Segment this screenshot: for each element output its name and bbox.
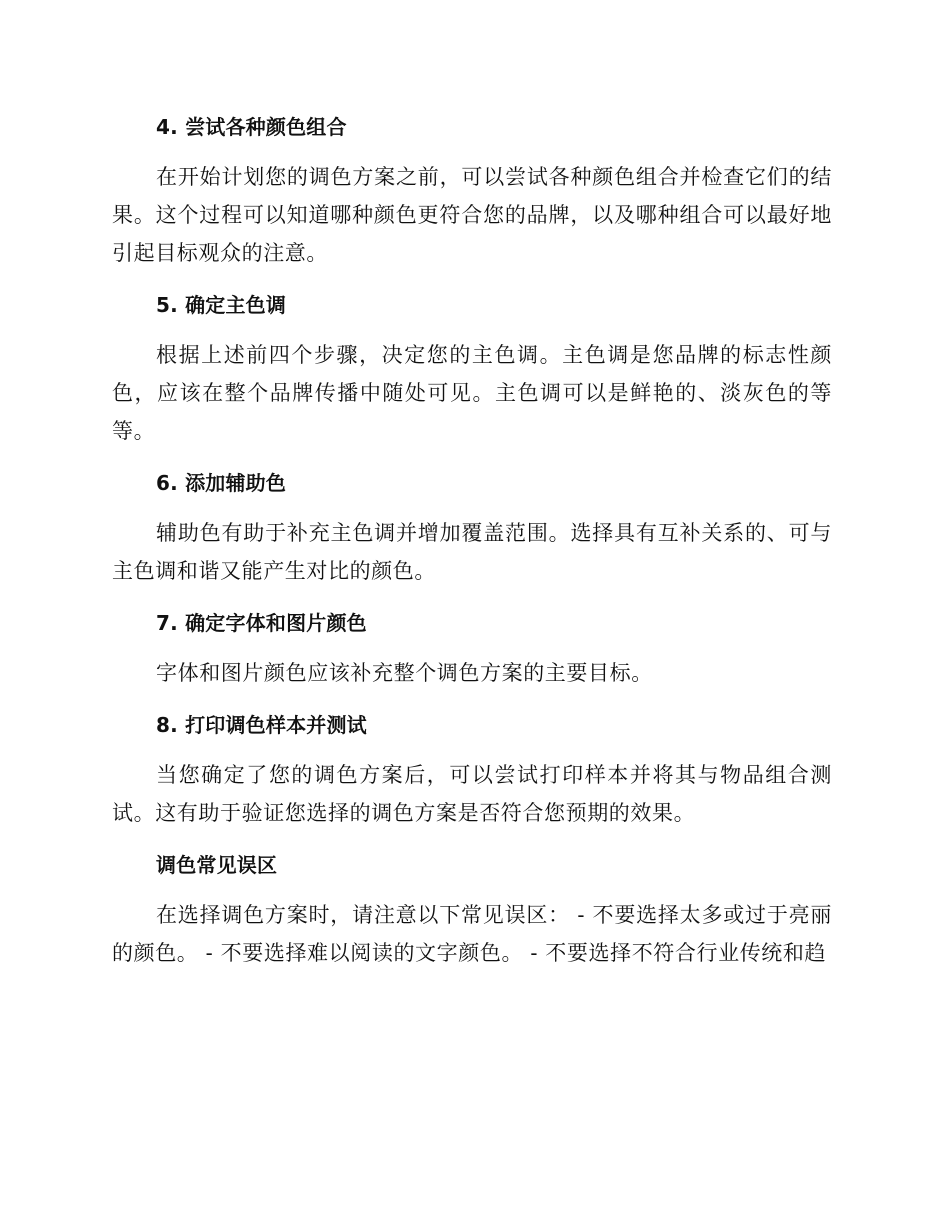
section-paragraph: 在开始计划您的调色方案之前，可以尝试各种颜色组合并检查它们的结果。这个过程可以知道哪种颜色更符合您的品牌，以及哪种组合可以最好地引起目标观众的注意。: [112, 165, 832, 265]
section-heading: 5. 确定主色调: [156, 293, 287, 317]
section-heading: 调色常见误区: [156, 853, 278, 877]
section-paragraph: 当您确定了您的调色方案后，可以尝试打印样本并将其与物品组合测试。这有助于验证您选择的调色方案是否符合您预期的效果。: [112, 763, 832, 825]
section-paragraph: 辅助色有助于补充主色调并增加覆盖范围。选择具有互补关系的、可与主色调和谐又能产生对比的颜色。: [112, 521, 832, 583]
section-paragraph: 根据上述前四个步骤，决定您的主色调。主色调是您品牌的标志性颜色，应该在整个品牌传播中随处可见。主色调可以是鲜艳的、淡灰色的等等。: [112, 343, 832, 443]
section-5: [112, 290, 832, 450]
section-heading: 8. 打印调色样本并测试: [156, 713, 367, 737]
section-8: [112, 710, 832, 832]
section-6: [112, 468, 832, 590]
section-paragraph: 在选择调色方案时，请注意以下常见误区： - 不要选择太多或过于亮丽的颜色。 - 不要选择难以阅读的文字颜色。 - 不要选择不符合行业传统和趋: [112, 903, 832, 965]
section-4: [112, 112, 832, 272]
section-common-mistakes: [112, 850, 832, 972]
document-page: [112, 112, 832, 990]
section-heading: 6. 添加辅助色: [156, 471, 287, 495]
section-paragraph: 字体和图片颜色应该补充整个调色方案的主要目标。: [156, 661, 653, 685]
section-heading: 4. 尝试各种颜色组合: [156, 115, 347, 139]
section-7: [112, 608, 832, 692]
section-heading: 7. 确定字体和图片颜色: [156, 611, 367, 635]
